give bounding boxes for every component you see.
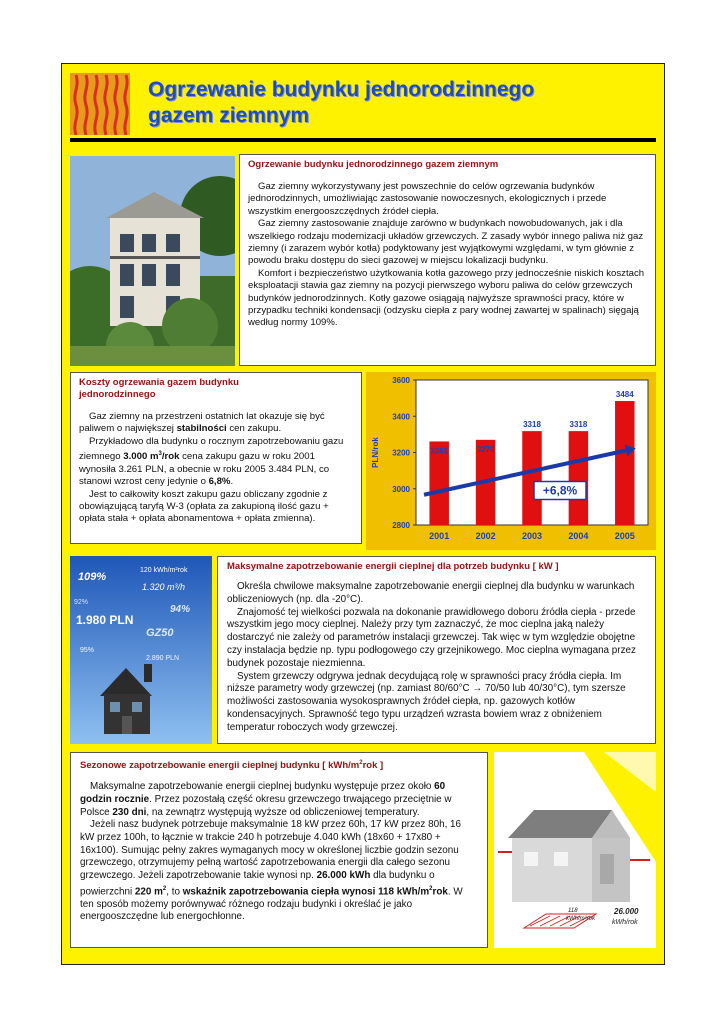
y-tick-label: 3600 (392, 376, 410, 385)
title-rule (70, 138, 656, 142)
calc-text-6: 1.980 PLN (76, 613, 134, 627)
calc-text-1: 120 kWh/m²rok (140, 567, 188, 574)
x-tick-label: 2003 (521, 531, 543, 541)
bar-value-label: 3261 (430, 446, 449, 456)
seasonal-heading: Sezonowe zapotrzebowanie energii cieplnej budynku [ kWh/$m^2rok$ ] (80, 760, 384, 772)
costs-paragraph-1: Gaz ziemny na przestrzeni ostatnich lat okazuje się być paliwem o największej stabilności cen zakupu. (79, 411, 325, 435)
x-tick-label: 2001 (429, 531, 450, 541)
max-demand-paragraph-3: System grzewczy odgrywa jednak decydującą rolę w sprawności pracy źródła ciepła. Im niższe parametry wody grzewczej (np. zamiast 80/60°C → 70/50 lub 40/30°C), tym szersze możliwości zastosowania wysokosprawnych źródeł ciepła, np. gazowych kotłów kondensacyjnych. Sprawność tego typu urządzeń wzrasta bowiem wraz z obniżeniem temperatur roboczych wody grzewczej. (227, 670, 626, 733)
bar-value-label: 3318 (569, 420, 588, 430)
intro-heading: Ogrzewanie budynku jednorodzinnego gazem ziemnym (248, 159, 499, 170)
bar-value-label: 3318 (523, 420, 541, 430)
intro-paragraph-1: Gaz ziemny wykorzystywany jest powszechnie do celów ogrzewania budynków jednorodzinnych, umożliwiając zastosowanie nowoczesnych, ekologicznych i przede wszystkim energooszczędnych źródeł ciepła. (248, 181, 607, 217)
max-demand-paragraph-2: Znajomość tej wielkości pozwala na dokonanie prawidłowego doboru źródła ciepła - przede wszystkim jego mocy cieplnej. Należy przy tym zaznaczyć, że moc cieplna jaką należy dostarczyć nie zależy od parametrów instalacji grzewczej. Tak więc w tym względzie obojętne czy instalacja będzie np. typu podłogowego czy grzejnikowego. Moc cieplna wymagana przez budynek pozostaje niezmienna. (227, 606, 636, 669)
house-label-4: kWh/m²rok (566, 916, 595, 922)
costs-paragraph-2: Przykładowo dla budynku o rocznym zapotrzebowaniu gazu ziemnego 3.000 $m^3$/rok cena zakupu gazu w roku 2001 wynosiła 3.261 PLN, a obecnie w roku 2005 3.484 PLN, co stanowi wzrost ceny jedynie o 6,8%. (79, 435, 344, 488)
y-tick-label: 3400 (392, 412, 410, 422)
calc-text-5: 94% (170, 604, 191, 615)
seasonal-paragraph-1: Maksymalne zapotrzebowanie energii cieplnej budynku występuje przez około 60 godzin rocznie. Przez pozostałą część okresu grzewczego trwającego przeciętnie w Polsce 230 dni, na zewnątrz występują wyższe od obliczeniowej temperatury. (80, 781, 452, 818)
price-chart-svg (366, 372, 656, 550)
growth-annotation: +6,8% (542, 483, 578, 498)
bar-2004 (569, 431, 588, 525)
calc-text-7: GZ50 (146, 627, 174, 639)
calc-text-9: 2.890 PLN (146, 655, 180, 662)
intro-paragraph-2: Gaz ziemny zastosowanie znajduje zarówno w budynkach nowobudowanych, jak i dla wszelkiego rodzaju modernizacji układów grzewczych. Z zasady wybór innego paliwa niż gaz ziemny (i zarazem wybór kotła) podyktowany jest wyjątkowymi względami, w tym głównie z powodu braku dostępu do sieci gazowej w miejscu lokalizacji budynku. (248, 218, 644, 267)
price-chart (366, 372, 656, 550)
calc-text-4: 92% (74, 599, 89, 606)
x-tick-label: 2002 (475, 531, 496, 541)
house-label-3: 118 (568, 908, 578, 914)
bar-value-label: 3484 (615, 390, 634, 400)
house-label-1: 26.000 (614, 907, 639, 916)
y-tick-label: 3200 (392, 448, 410, 458)
page-title: Ogrzewanie budynku jednorodzinnego gazem ziemnym (148, 78, 535, 127)
intro-paragraph-3: Komfort i bezpieczeństwo użytkowania kotła gazowego przy jednocześnie niskich kosztach eksploatacji stawia gaz ziemny na pozycji pierwszego wyboru paliwa do celów grzewczych budynków jednorodzinnych. Kotły gazowe osiągają najwyższe sprawności pracy, które w przypadku techniki kondensacji (odzysku ciepła z pary wodnej zawartej w spalinach) sięgają według normy 109%. (248, 267, 645, 329)
max-demand-box (217, 556, 656, 744)
costs-paragraph-3: Jest to całkowity koszt zakupu gazu obliczany zgodnie z obowiązującą taryfą W-3 (opłata za zakupioną ilość gazu + opłata stała + opłata abonamentowa + opłata zmienna). (79, 488, 329, 525)
house-photo (70, 156, 235, 366)
flame-logo (70, 73, 130, 135)
calc-text-2: 109% (78, 571, 107, 583)
calc-text-3: 1.320 m³/h (142, 582, 186, 592)
y-axis-label: PLN/rok (371, 437, 380, 468)
house-label-2: kWh/rok (612, 919, 638, 926)
y-tick-label: 3000 (392, 484, 410, 494)
bar-value-label: 3270 (476, 444, 495, 454)
y-tick-label: 2800 (392, 521, 410, 530)
calc-text-8: 95% (80, 647, 95, 654)
x-tick-label: 2005 (614, 531, 635, 541)
house-energy-image (494, 752, 656, 948)
bar-2005 (615, 401, 634, 525)
bar-2003 (522, 431, 541, 525)
calculator-image (70, 556, 212, 744)
seasonal-box (70, 752, 488, 948)
x-tick-label: 2004 (568, 531, 589, 541)
seasonal-paragraph-2: Jeżeli nasz budynek potrzebuje maksymalnie 18 kW przez 60h, 17 kW przez 80h, 16 kW przez 100h, to łącznie w trakcie 240 h potrzebuje 4.040 kWh (18x60 + 17x80 + 16x100). Sumując pełny zakres wymaganych mocy w określonej liczbie godzin sezonu grzewczego, otrzymujemy pełną wartość zapotrzebowania energii dla całego sezonu grzewczego. Jeżeli zapotrzebowanie takie wynosi np. 26.000 kWh dla budynku o powierzchni 220 $m^2$, to wskaźnik zapotrzebowania ciepła wynosi 118 kWh/$m^2rok$. W ten sposób możemy porównywać różnego rodzaju budynki i określać je jako energooszczędne lub energochłonne. (80, 819, 463, 923)
costs-box (70, 372, 362, 544)
max-demand-heading: Maksymalne zapotrzebowanie energii cieplnej dla potrzeb budynku [ kW ] (227, 561, 559, 572)
max-demand-paragraph-1: Określa chwilowe maksymalne zapotrzebowanie energii cieplnej dla budynku w warunkach obliczeniowych (np. dla -20°C). (227, 581, 635, 605)
intro-box (239, 154, 656, 366)
costs-heading: Koszty ogrzewania gazem budynku jednorodzinnego (79, 377, 239, 400)
